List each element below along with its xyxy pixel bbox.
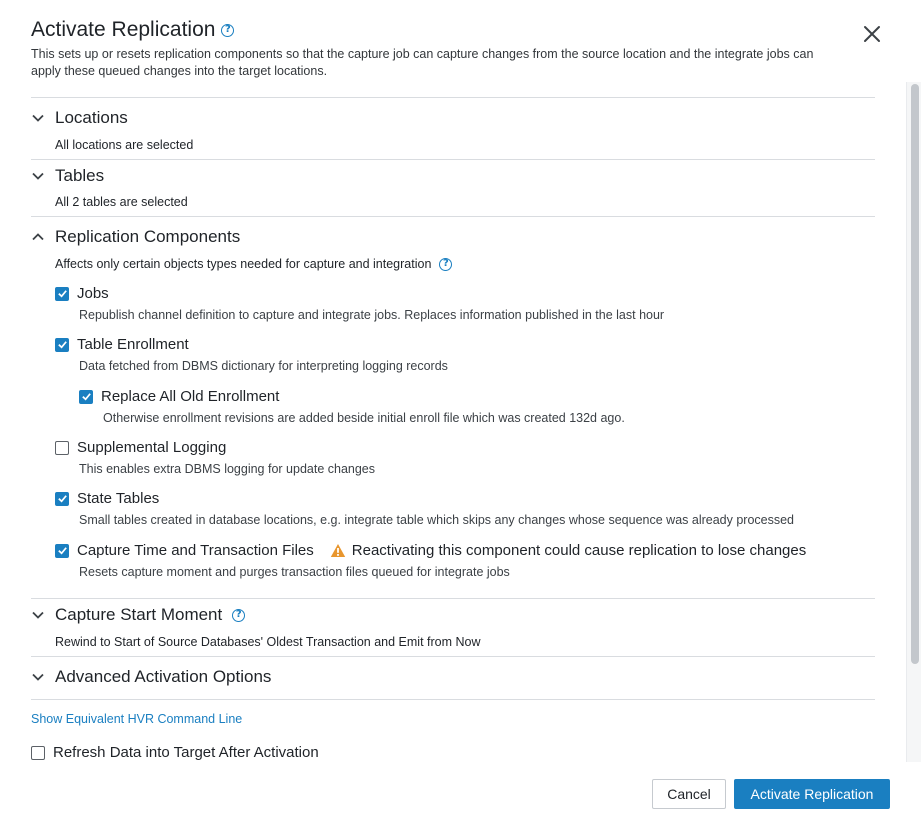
warning-triangle-icon xyxy=(330,543,346,558)
chevron-up-icon xyxy=(31,230,45,244)
checkmark-icon xyxy=(57,545,68,556)
checkmark-icon xyxy=(81,391,92,402)
section-capture-start-summary: Rewind to Start of Source Databases' Oldest Transaction and Emit from Now xyxy=(55,635,481,649)
checkmark-icon xyxy=(57,339,68,350)
component-replace-old-enrollment[interactable] xyxy=(79,388,279,405)
cancel-button[interactable]: Cancel xyxy=(652,779,726,809)
divider xyxy=(31,598,875,599)
state-tables-checkbox[interactable] xyxy=(55,492,69,506)
jobs-label: Jobs xyxy=(77,285,109,302)
checkmark-icon xyxy=(57,493,68,504)
components-help-icon[interactable]: ? xyxy=(439,258,452,271)
close-icon[interactable] xyxy=(860,22,884,46)
activate-replication-button[interactable]: Activate Replication xyxy=(734,779,890,809)
refresh-data-label: Refresh Data into Target After Activation xyxy=(53,744,319,761)
capture-time-checkbox[interactable] xyxy=(55,544,69,558)
replace-old-enrollment-checkbox[interactable] xyxy=(79,390,93,404)
table-enrollment-checkbox[interactable] xyxy=(55,338,69,352)
section-tables-header[interactable] xyxy=(31,166,104,186)
dialog-description: This sets up or resets replication components so that the capture job can capture changes from the source location and the integrate jobs can apply these queued changes into the target locations. xyxy=(31,47,814,78)
chevron-down-icon xyxy=(31,670,45,684)
section-capture-start-header[interactable] xyxy=(31,605,245,625)
capture-time-description: Resets capture moment and purges transaction files queued for integrate jobs xyxy=(79,565,510,579)
component-state-tables[interactable] xyxy=(55,490,159,507)
show-command-line-link[interactable]: Show Equivalent HVR Command Line xyxy=(31,712,243,726)
dialog-title-row xyxy=(31,18,234,42)
section-components-summary: Affects only certain objects types needed for capture and integration xyxy=(55,257,432,271)
section-capture-start-title: Capture Start Moment xyxy=(55,605,223,624)
section-advanced-title: Advanced Activation Options xyxy=(55,667,272,686)
table-enrollment-label: Table Enrollment xyxy=(77,336,189,353)
section-locations-summary: All locations are selected xyxy=(55,138,194,152)
capture-time-warning xyxy=(330,542,806,559)
scrollbar-thumb[interactable] xyxy=(911,84,919,664)
chevron-down-icon xyxy=(31,111,45,125)
section-components-summary-row xyxy=(55,257,452,271)
chevron-down-icon xyxy=(31,169,45,183)
refresh-data-option[interactable] xyxy=(31,744,319,761)
jobs-checkbox[interactable] xyxy=(55,287,69,301)
divider xyxy=(31,699,875,700)
scrollbar[interactable] xyxy=(906,82,921,762)
chevron-down-icon xyxy=(31,608,45,622)
section-components-title: Replication Components xyxy=(55,227,241,246)
checkmark-icon xyxy=(57,288,68,299)
capture-time-warning-text: Reactivating this component could cause replication to lose changes xyxy=(351,542,807,559)
title-help-icon[interactable]: ? xyxy=(221,24,234,37)
dialog-title: Activate Replication xyxy=(31,18,216,41)
divider xyxy=(31,216,875,217)
refresh-data-checkbox[interactable] xyxy=(31,746,45,760)
state-tables-description: Small tables created in database locations, e.g. integrate table which skips any changes whose sequence was already processed xyxy=(79,513,795,527)
section-locations-title: Locations xyxy=(55,108,128,127)
replace-old-enrollment-description: Otherwise enrollment revisions are added beside initial enroll file which was created 132d ago. xyxy=(103,411,625,425)
capture-start-help-icon[interactable]: ? xyxy=(232,609,245,622)
supplemental-logging-description: This enables extra DBMS logging for update changes xyxy=(79,462,376,476)
component-capture-time[interactable] xyxy=(55,542,806,559)
section-components-header[interactable] xyxy=(31,227,240,247)
section-tables-summary: All 2 tables are selected xyxy=(55,195,188,209)
divider xyxy=(31,656,875,657)
supplemental-logging-label: Supplemental Logging xyxy=(77,439,227,456)
section-locations-header[interactable] xyxy=(31,108,128,128)
replace-old-enrollment-label: Replace All Old Enrollment xyxy=(101,388,280,405)
table-enrollment-description: Data fetched from DBMS dictionary for interpreting logging records xyxy=(79,359,448,373)
section-tables-title: Tables xyxy=(55,166,105,185)
state-tables-label: State Tables xyxy=(77,490,160,507)
divider xyxy=(31,159,875,160)
jobs-description: Republish channel definition to capture and integrate jobs. Replaces information published in the last hour xyxy=(79,308,665,322)
component-jobs[interactable] xyxy=(55,285,109,302)
section-advanced-header[interactable] xyxy=(31,667,271,687)
component-table-enrollment[interactable] xyxy=(55,336,189,353)
capture-time-label: Capture Time and Transaction Files xyxy=(77,542,314,559)
supplemental-logging-checkbox[interactable] xyxy=(55,441,69,455)
divider xyxy=(31,97,875,98)
component-supplemental-logging[interactable] xyxy=(55,439,226,456)
